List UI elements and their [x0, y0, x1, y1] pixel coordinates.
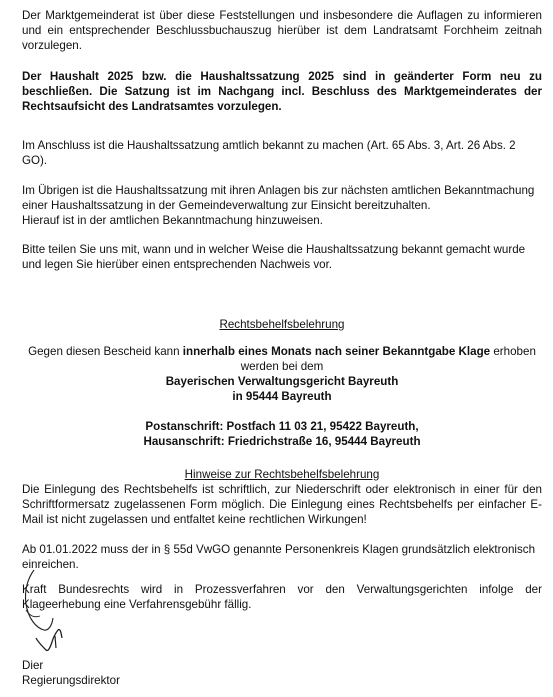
rechtsbehelfsbelehrung-heading: Rechtsbehelfsbelehrung — [219, 318, 345, 331]
rbb-line1-bold: innerhalb eines Monats nach seiner Bekanntgabe Klage — [182, 345, 491, 358]
court-name: Bayerischen Verwaltungsgericht Bayreuth — [165, 375, 399, 388]
court-postal-address: Postanschrift: Postfach 11 03 21, 95422 Bayreuth, — [145, 420, 419, 433]
paragraph-einsicht-hinweis: Hierauf ist in der amtlichen Bekanntmachung hinzuweisen. — [22, 214, 323, 227]
hinweise-paragraph-einlegung: Die Einlegung des Rechtsbehelfs ist schriftlich, zur Niederschrift oder elektronisch in einer für den Schriftformersatz zugelassenen Form möglich. Die Einlegung eines Rechtsbehelfs per einfacher E-Mail ist nicht zugelassen und entfaltet keine rechtlichen Wirkungen! — [22, 483, 542, 526]
court-house-address: Hausanschrift: Friedrichstraße 16, 95444 Bayreuth — [143, 435, 421, 448]
signatory-name: Dier — [22, 659, 44, 672]
hinweise-paragraph-elektronisch: Ab 01.01.2022 muss der in § 55d VwGO genannte Personenkreis Klagen grundsätzlich elektronisch einreichen. — [22, 543, 536, 571]
signatory-title: Regierungsdirektor — [22, 674, 120, 687]
handwritten-signature — [22, 568, 112, 668]
paragraph-nachweis: Bitte teilen Sie uns mit, wann und in welcher Weise die Haushaltssatzung bekannt gemacht wurde und legen Sie hierüber einen entsprechenden Nachweis vor. — [22, 243, 526, 271]
rechtsbehelfsbelehrung-text-line1 — [22, 344, 542, 359]
paragraph-einsicht-text: Im Übrigen ist die Haushaltssatzung mit ihren Anlagen bis zur nächsten amtlichen Bekanntmachung einer Haushaltssatzung in der Gemeindeverwaltung zur Einsicht bereitzuhalten. — [22, 184, 535, 212]
rechtsbehelfsbelehrung-section — [22, 317, 542, 449]
court-city: in 95444 Bayreuth — [232, 390, 332, 403]
rbb-line1-post: erhoben — [490, 345, 536, 358]
paragraph-haushalt-neu-beschliessen: Der Haushalt 2025 bzw. die Haushaltssatzung 2025 sind in geänderter Form neu zu beschließen. Die Satzung ist im Nachgang incl. Beschluss des Marktgemeinderates der Rechtsaufsicht des Landratsamtes vorzulegen. — [22, 70, 542, 113]
rechtsbehelfsbelehrung-text-line2: werden bei dem — [240, 360, 324, 373]
rbb-line1-pre: Gegen diesen Bescheid kann — [28, 345, 183, 358]
paragraph-bekanntmachung: Im Anschluss ist die Haushaltssatzung amtlich bekannt zu machen (Art. 65 Abs. 3, Art. 26 Abs. 2 GO). — [22, 139, 516, 167]
paragraph-marktgemeinderat: Der Marktgemeinderat ist über diese Feststellungen und insbesondere die Auflagen zu informieren und ein entsprechender Beschlussbuchauszug hierüber ist dem Landratsamt Forchheim zeitnah vorzulegen. — [22, 9, 542, 52]
hinweise-heading: Hinweise zur Rechtsbehelfsbelehrung — [184, 468, 380, 481]
paragraph-einsicht — [22, 183, 542, 228]
hinweise-paragraph-verfahrensgebuehr: Kraft Bundesrechts wird in Prozessverfahren vor den Verwaltungsgerichten infolge der Klageerhebung eine Verfahrensgebühr fällig. — [22, 583, 542, 611]
